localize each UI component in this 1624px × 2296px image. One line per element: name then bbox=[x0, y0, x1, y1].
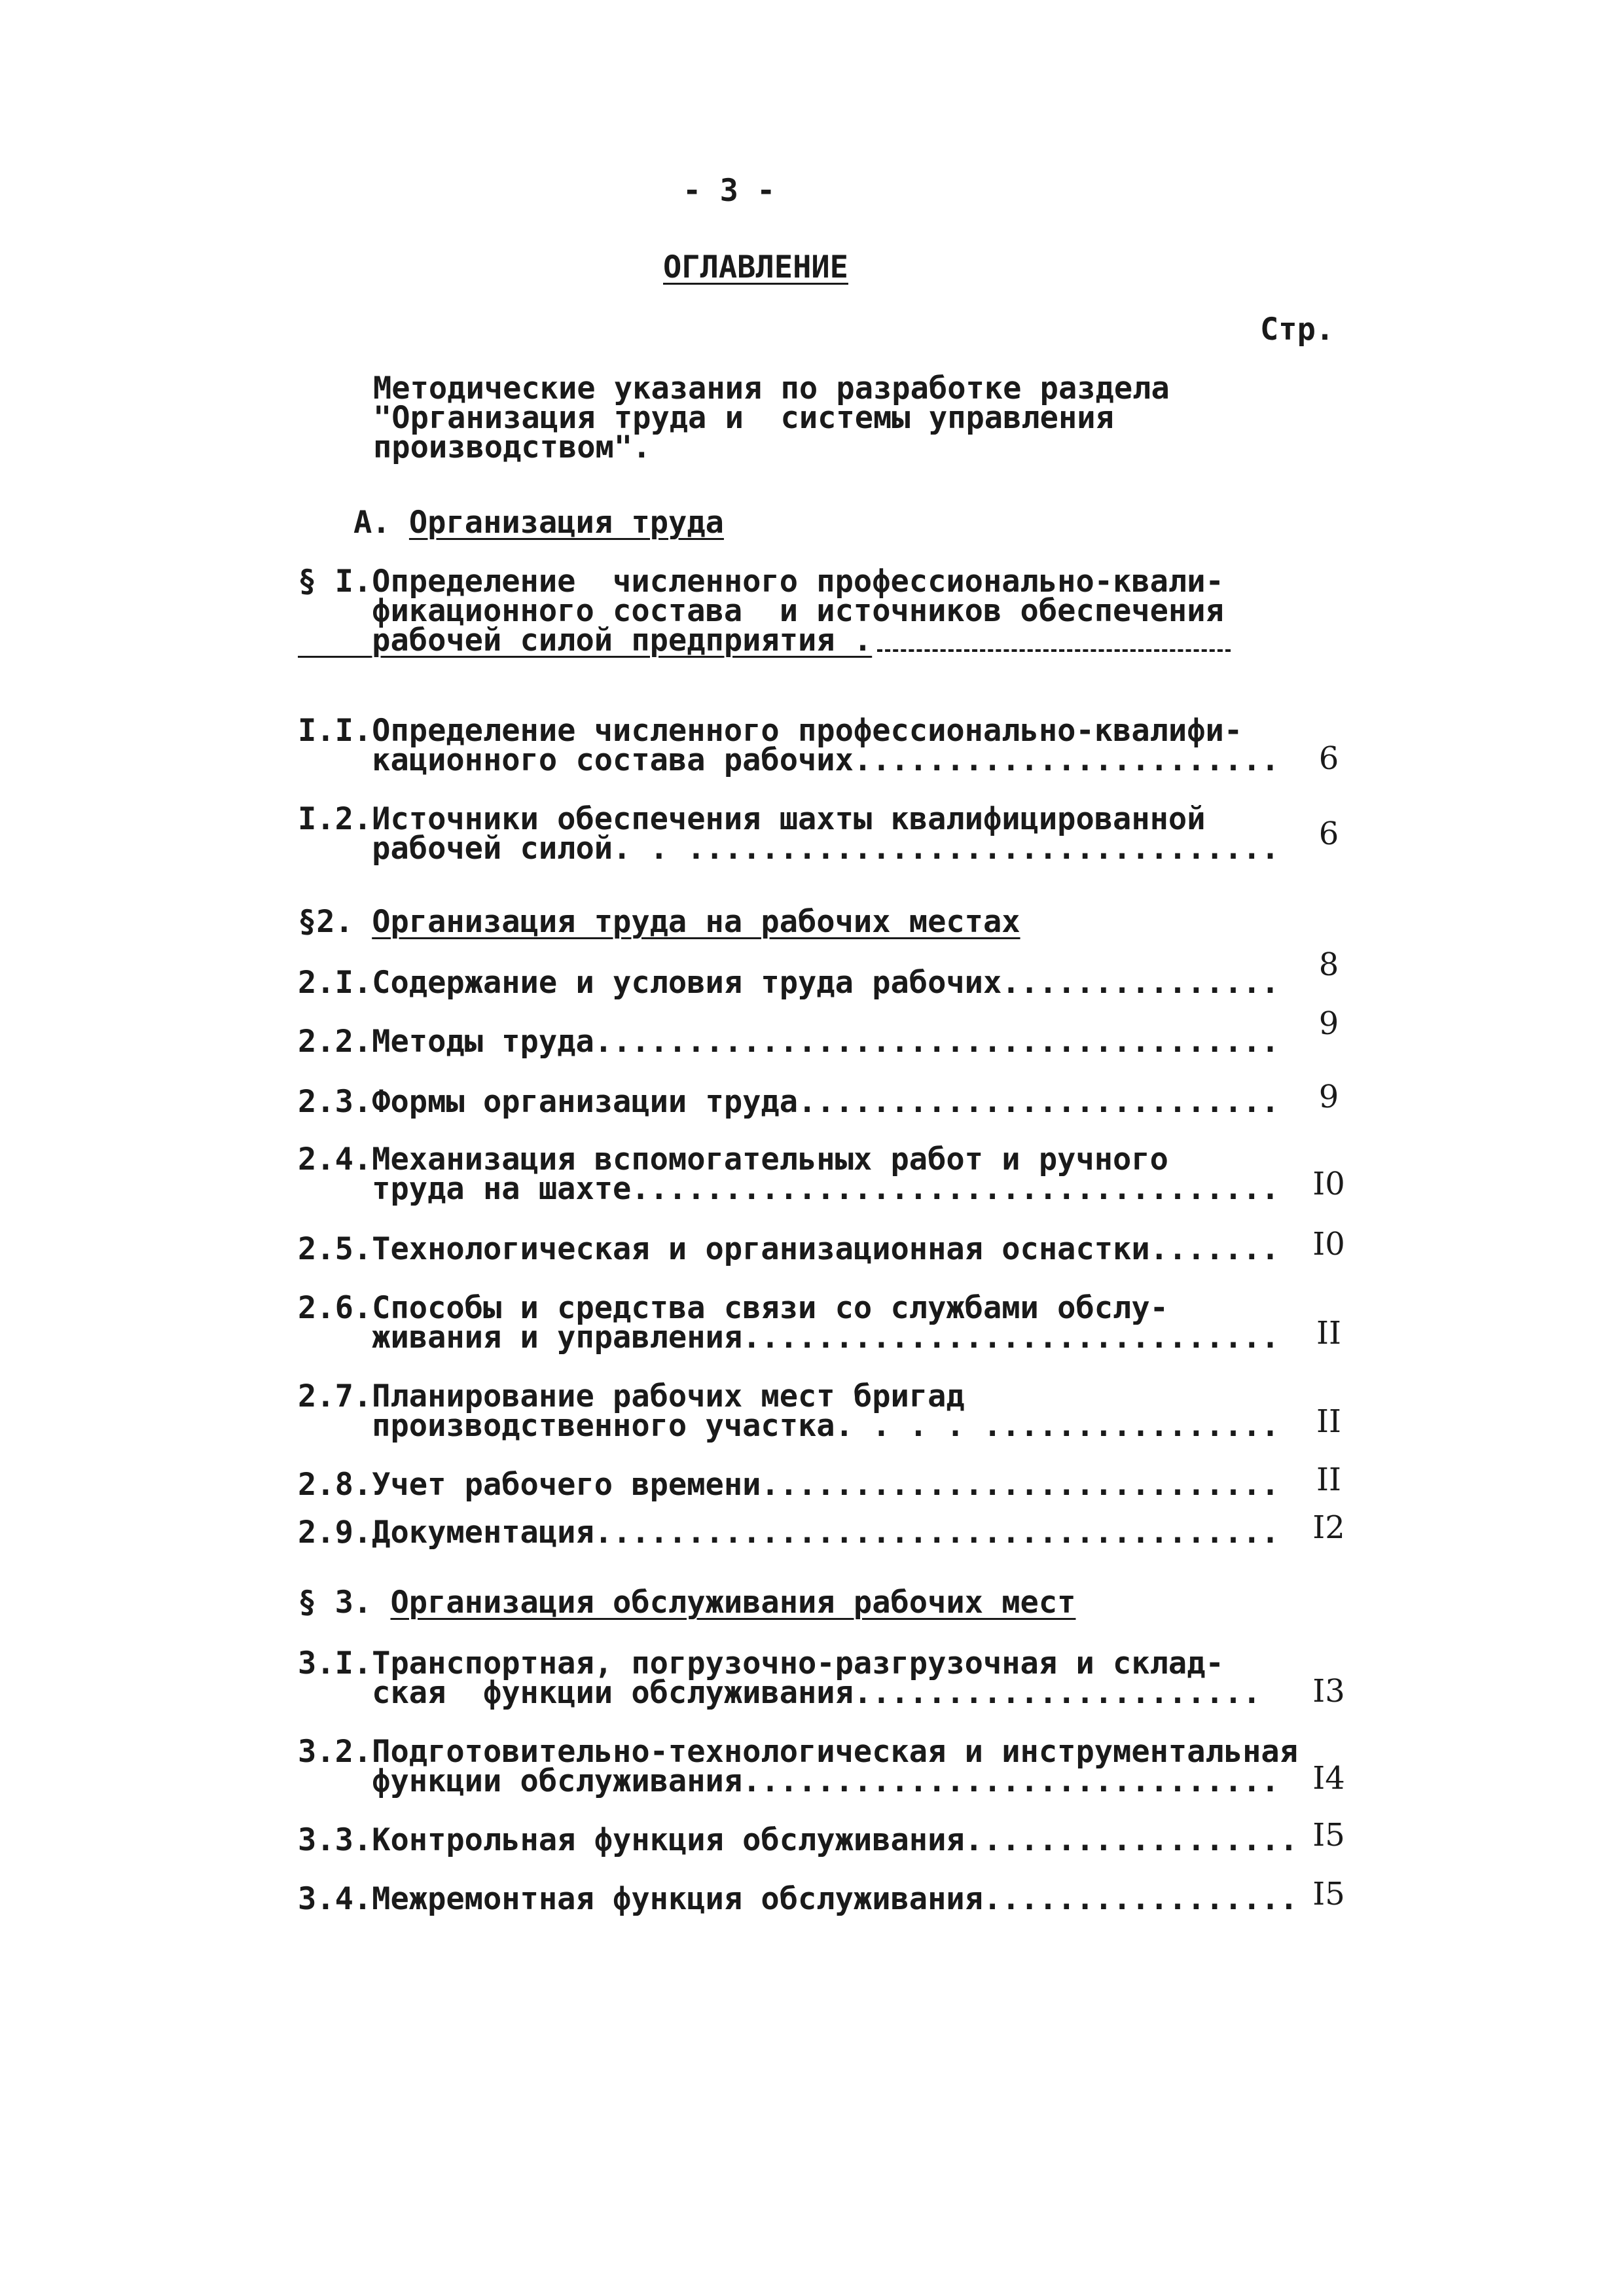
toc-entry-line: 2.6.Способы и средства связи со службами обслу- bbox=[298, 1290, 1168, 1326]
intro-line: Методические указания по разработке раздела bbox=[373, 370, 1170, 406]
intro-line: производством". bbox=[373, 429, 651, 465]
toc-entry-line: 3.2.Подготовительно-технологическая и инструментальная bbox=[298, 1734, 1299, 1770]
toc-entry-page: I3 bbox=[1312, 1673, 1345, 1710]
toc-entry-page: 9 bbox=[1318, 1079, 1339, 1115]
page-column-label: Стр. bbox=[1260, 312, 1335, 348]
part-a-prefix: А. bbox=[353, 505, 391, 541]
toc-entry-line: 3.4.Межремонтная функция обслуживания................. bbox=[298, 1881, 1299, 1917]
toc-entry-line: 2.8.Учет рабочего времени............................ bbox=[298, 1467, 1280, 1503]
toc-entry-line: живания и управления............................. bbox=[298, 1319, 1280, 1355]
toc-entry-line: производственного участка. . . . ................ bbox=[298, 1408, 1280, 1444]
section-1-line: рабочей силой предприятия . bbox=[298, 622, 873, 658]
toc-entry-line: 2.4.Механизация вспомогательных работ и ручного bbox=[298, 1141, 1168, 1177]
toc-entry-line: ская функции обслуживания...................... bbox=[298, 1675, 1261, 1711]
toc-entry-line: 2.3.Формы организации труда.......................... bbox=[298, 1084, 1280, 1120]
toc-entry-line: рабочей силой. . ................................ bbox=[298, 831, 1280, 867]
intro-line: "Организация труда и системы управления bbox=[373, 400, 1114, 436]
toc-entry-page: I5 bbox=[1312, 1817, 1345, 1854]
section-1-line: фикационного состава и источников обеспечения bbox=[298, 593, 1224, 629]
toc-entry-page: I4 bbox=[1312, 1760, 1345, 1797]
toc-entry-page: I0 bbox=[1312, 1166, 1345, 1202]
toc-entry-line: I.I.Определение численного профессионально-квалифи- bbox=[298, 713, 1243, 749]
toc-entry-line: 3.I.Транспортная, погрузочно-разгрузочная и склад- bbox=[298, 1645, 1224, 1681]
toc-entry-line: 2.I.Содержание и условия труда рабочих............... bbox=[298, 965, 1280, 1001]
part-a-heading bbox=[353, 505, 724, 541]
toc-entry-line: 2.5.Технологическая и организационная оснастки....... bbox=[298, 1231, 1280, 1267]
section-3-prefix: § 3. bbox=[298, 1585, 372, 1621]
toc-entry-page: 9 bbox=[1318, 1005, 1339, 1042]
toc-entry-page: I2 bbox=[1312, 1509, 1345, 1546]
toc-entry-line: 3.3.Контрольная функция обслуживания.................. bbox=[298, 1822, 1299, 1858]
toc-entry-page: 8 bbox=[1318, 946, 1339, 983]
section-3-heading bbox=[298, 1585, 1076, 1621]
toc-entry-page: I0 bbox=[1312, 1226, 1345, 1263]
toc-entry-line: I.2.Источники обеспечения шахты квалифицированной bbox=[298, 801, 1206, 837]
toc-entry-line: 2.7.Планирование рабочих мест бригад bbox=[298, 1378, 965, 1414]
toc-entry-line: труда на шахте................................... bbox=[298, 1171, 1280, 1207]
toc-entry-page: II bbox=[1316, 1462, 1341, 1498]
section-2-heading bbox=[298, 904, 1020, 940]
part-a-title: Организация труда bbox=[408, 505, 724, 541]
section-2-title: Организация труда на рабочих местах bbox=[372, 904, 1020, 940]
toc-entry-page: 6 bbox=[1318, 816, 1339, 852]
toc-entry-line: кационного состава рабочих....................... bbox=[298, 742, 1280, 778]
toc-entry-line: функции обслуживания............................. bbox=[298, 1763, 1280, 1799]
toc-entry-page: II bbox=[1316, 1315, 1341, 1352]
toc-entry-page: I5 bbox=[1312, 1876, 1345, 1912]
section-2-prefix: §2. bbox=[298, 904, 353, 940]
section-3-title: Организация обслуживания рабочих мест bbox=[390, 1585, 1076, 1621]
page-number: - 3 - bbox=[683, 173, 776, 209]
toc-entry-page: 6 bbox=[1318, 740, 1339, 777]
toc-title: ОГЛАВЛЕНИЕ bbox=[663, 249, 848, 285]
toc-entry-line: 2.9.Документация..................................... bbox=[298, 1515, 1280, 1551]
toc-entry-line: 2.2.Методы труда..................................... bbox=[298, 1024, 1280, 1060]
toc-entry-page: II bbox=[1316, 1403, 1341, 1440]
section-1-line: § I.Определение численного профессионально-квали- bbox=[298, 564, 1224, 600]
section-1-dash-leader bbox=[877, 649, 1231, 652]
